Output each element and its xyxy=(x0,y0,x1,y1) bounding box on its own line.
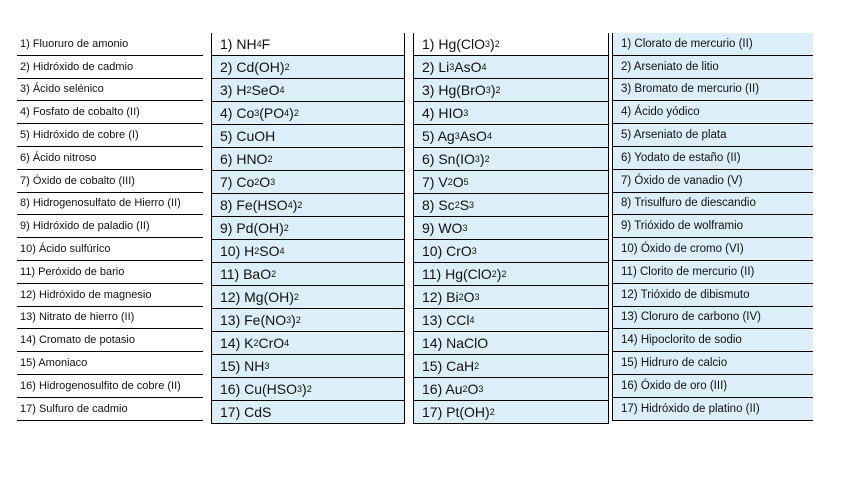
formula-cell: 10) H 2 SO 4 xyxy=(212,240,404,263)
compound-name-cell: 1) Fluoruro de amonio xyxy=(17,33,203,56)
formulas-column xyxy=(211,33,405,424)
compound-name-cell: 11) Clorito de mercurio (II) xyxy=(613,261,813,284)
compound-name-cell: 17) Sulfuro de cadmio xyxy=(17,398,203,421)
compound-name-cell: 9) Hidróxido de paladio (II) xyxy=(17,215,203,238)
formula-cell: 12) Mg(OH) 2 xyxy=(212,286,404,309)
spanish-names-column-2 xyxy=(612,33,813,421)
spanish-names-column xyxy=(17,33,203,421)
compound-name-cell: 7) Óxido de cobalto (III) xyxy=(17,170,203,193)
compound-name-cell: 11) Peróxido de bario xyxy=(17,261,203,284)
compound-name-cell: 7) Óxido de vanadio (V) xyxy=(613,170,813,193)
formula-cell: 15) CaH 2 xyxy=(414,355,608,378)
compound-name-cell: 16) Óxido de oro (III) xyxy=(613,375,813,398)
compound-name-cell: 4) Ácido yódico xyxy=(613,101,813,124)
compound-name-cell: 14) Cromato de potasio xyxy=(17,329,203,352)
formula-cell: 7) V 2 O 5 xyxy=(414,171,608,194)
formula-cell: 9) Pd(OH) 2 xyxy=(212,217,404,240)
formula-cell: 17) Pt(OH) 2 xyxy=(414,401,608,424)
formula-cell: 1) Hg(ClO 3 ) 2 xyxy=(414,33,608,56)
compound-name-cell: 10) Ácido sulfúrico xyxy=(17,238,203,261)
compound-name-cell: 3) Bromato de mercurio (II) xyxy=(613,79,813,102)
compound-name-cell: 16) Hidrogenosulfito de cobre (II) xyxy=(17,375,203,398)
compound-name-cell: 15) Hidruro de calcio xyxy=(613,352,813,375)
compound-name-cell: 5) Hidróxido de cobre (I) xyxy=(17,124,203,147)
compound-name-cell: 9) Trióxido de wolframio xyxy=(613,215,813,238)
formula-cell: 4) HIO 3 xyxy=(414,102,608,125)
compound-name-cell: 14) Hipoclorito de sodio xyxy=(613,329,813,352)
compound-name-cell: 2) Hidróxido de cadmio xyxy=(17,56,203,79)
formula-cell: 11) Hg(ClO 2 ) 2 xyxy=(414,263,608,286)
formula-cell: 11) BaO 2 xyxy=(212,263,404,286)
formulas-column-2 xyxy=(413,33,609,424)
formula-cell: 5) CuOH xyxy=(212,125,404,148)
compound-name-cell: 3) Ácido selénico xyxy=(17,79,203,102)
compound-name-cell: 2) Arseniato de litio xyxy=(613,56,813,79)
compound-name-cell: 13) Cloruro de carbono (IV) xyxy=(613,307,813,330)
formula-cell: 16) Cu(HSO 3 ) 2 xyxy=(212,378,404,401)
compound-name-cell: 13) Nitrato de hierro (II) xyxy=(17,307,203,330)
formula-cell: 4) Co 3 (PO 4 ) 2 xyxy=(212,102,404,125)
formula-cell: 1) NH 4 F xyxy=(212,33,404,56)
formula-cell: 12) Bi 2 O 3 xyxy=(414,286,608,309)
formula-cell: 6) Sn(IO 3 ) 2 xyxy=(414,148,608,171)
formula-cell: 7) Co 2 O 3 xyxy=(212,171,404,194)
compound-name-cell: 15) Amoniaco xyxy=(17,352,203,375)
formula-cell: 3) Hg(BrO 3 ) 2 xyxy=(414,79,608,102)
compound-name-cell: 6) Ácido nitroso xyxy=(17,147,203,170)
formula-cell: 17) CdS xyxy=(212,401,404,424)
formula-cell: 15) NH 3 xyxy=(212,355,404,378)
compound-name-cell: 1) Clorato de mercurio (II) xyxy=(613,33,813,56)
formula-cell: 8) Sc 2 S 3 xyxy=(414,194,608,217)
formula-cell: 2) Cd(OH) 2 xyxy=(212,56,404,79)
formula-cell: 14) NaClO xyxy=(414,332,608,355)
formula-cell: 9) WO 3 xyxy=(414,217,608,240)
formula-cell: 16) Au 2 O 3 xyxy=(414,378,608,401)
formula-cell: 13) CCl 4 xyxy=(414,309,608,332)
compound-name-cell: 5) Arseniato de plata xyxy=(613,124,813,147)
compound-name-cell: 4) Fosfato de cobalto (II) xyxy=(17,101,203,124)
compound-name-cell: 12) Hidróxido de magnesio xyxy=(17,284,203,307)
formula-cell: 13) Fe(NO 3 ) 2 xyxy=(212,309,404,332)
formula-cell: 14) K 2 CrO 4 xyxy=(212,332,404,355)
compound-name-cell: 8) Trisulfuro de diescandio xyxy=(613,193,813,216)
compound-name-cell: 10) Óxido de cromo (VI) xyxy=(613,238,813,261)
formula-cell: 2) Li 3 AsO 4 xyxy=(414,56,608,79)
formula-cell: 10) CrO 3 xyxy=(414,240,608,263)
compound-name-cell: 6) Yodato de estaño (II) xyxy=(613,147,813,170)
compound-name-cell: 17) Hidróxido de platino (II) xyxy=(613,398,813,421)
formula-cell: 8) Fe(HSO 4 ) 2 xyxy=(212,194,404,217)
formula-cell: 6) HNO 2 xyxy=(212,148,404,171)
compound-name-cell: 8) Hidrogenosulfato de Hierro (II) xyxy=(17,193,203,216)
formula-cell: 3) H 2 SeO 4 xyxy=(212,79,404,102)
formula-cell: 5) Ag 3 AsO 4 xyxy=(414,125,608,148)
compound-name-cell: 12) Trióxido de dibismuto xyxy=(613,284,813,307)
